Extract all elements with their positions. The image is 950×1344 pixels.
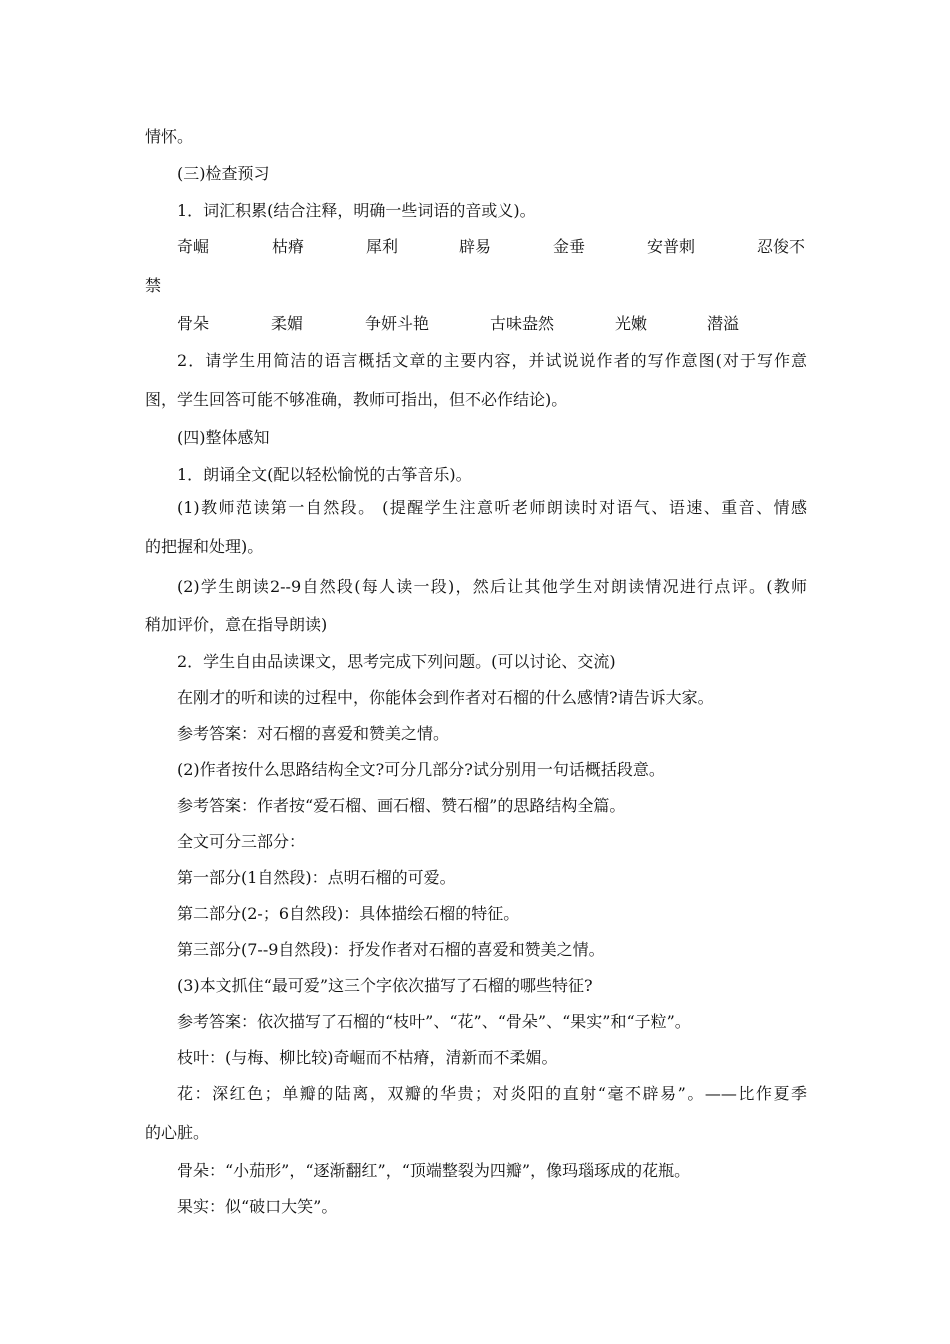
text-line: 的把握和处理)。	[145, 537, 264, 556]
section-heading-overall-perception: (四)整体感知	[177, 428, 270, 447]
text-line: (1)教师范读第一自然段。 (提醒学生注意听老师朗读时对语气、语速、重音、情感	[177, 498, 807, 517]
text-line: 禁	[145, 276, 162, 295]
text-line: 第三部分(7--9自然段)：抒发作者对石榴的喜爱和赞美之情。	[177, 940, 605, 959]
text-line: 2．学生自由品读课文，思考完成下列问题。(可以讨论、交流)	[177, 652, 616, 671]
text-line: 1．朗诵全文(配以轻松愉悦的古筝音乐)。	[177, 465, 472, 484]
text-line: 稍加评价，意在指导朗读)	[145, 615, 328, 634]
vocab-word: 骨朵	[177, 314, 210, 333]
text-line: 2．请学生用简洁的语言概括文章的主要内容，并试说说作者的写作意图(对于写作意	[177, 351, 807, 370]
text-line: 第二部分(2-；6自然段)：具体描绘石榴的特征。	[177, 904, 520, 923]
vocab-word: 柔媚	[271, 314, 304, 333]
section-heading-preview-check: (三)检查预习	[177, 164, 270, 183]
text-line: 第一部分(1自然段)：点明石榴的可爱。	[177, 868, 456, 887]
text-line: 参考答案：作者按“爱石榴、画石榴、赞石榴”的思路结构全篇。	[177, 796, 626, 815]
text-line: 情怀。	[145, 127, 194, 146]
vocab-word: 潜溢	[707, 314, 740, 333]
text-line: (2)作者按什么思路结构全文?可分几部分?试分别用一句话概括段意。	[177, 760, 665, 779]
text-line: 骨朵：“小茄形”，“逐渐翻红”，“顶端整裂为四瓣”，像玛瑙琢成的花瓶。	[177, 1161, 691, 1180]
text-line: 参考答案：依次描写了石榴的“枝叶”、“花”、“骨朵”、“果实”和“子粒”。	[177, 1012, 691, 1031]
vocab-word: 古味盎然	[490, 314, 555, 333]
text-line: 枝叶：(与梅、柳比较)奇崛而不枯瘠，清新而不柔媚。	[177, 1048, 558, 1067]
text-line: 图，学生回答可能不够准确，教师可指出，但不必作结论)。	[145, 390, 568, 409]
vocab-word: 犀利	[366, 237, 399, 256]
vocab-word: 安普刺	[647, 237, 696, 256]
text-line: 花：深红色；单瓣的陆离，双瓣的华贵；对炎阳的直射“毫不辟易”。——比作夏季	[177, 1084, 807, 1103]
text-line: (3)本文抓住“最可爱”这三个字依次描写了石榴的哪些特征?	[177, 976, 593, 995]
vocab-word: 忍俊不	[757, 237, 806, 256]
text-line: 在刚才的听和读的过程中，你能体会到作者对石榴的什么感情?请告诉大家。	[177, 688, 714, 707]
text-line: 果实：似“破口大笑”。	[177, 1197, 338, 1216]
text-line: 参考答案：对石榴的喜爱和赞美之情。	[177, 724, 450, 743]
text-line: 1．词汇积累(结合注释，明确一些词语的音或义)。	[177, 201, 536, 220]
vocab-word: 争妍斗艳	[365, 314, 430, 333]
vocab-word: 金垂	[553, 237, 586, 256]
text-line: 的心脏。	[145, 1123, 210, 1142]
text-line: 全文可分三部分：	[177, 832, 306, 851]
vocab-word: 奇崛	[177, 237, 210, 256]
text-line: (2)学生朗读2--9自然段(每人读一段)，然后让其他学生对朗读情况进行点评。(教师	[177, 577, 807, 596]
vocab-word: 枯瘠	[272, 237, 305, 256]
vocab-word: 光嫩	[615, 314, 648, 333]
vocab-word: 辟易	[459, 237, 492, 256]
